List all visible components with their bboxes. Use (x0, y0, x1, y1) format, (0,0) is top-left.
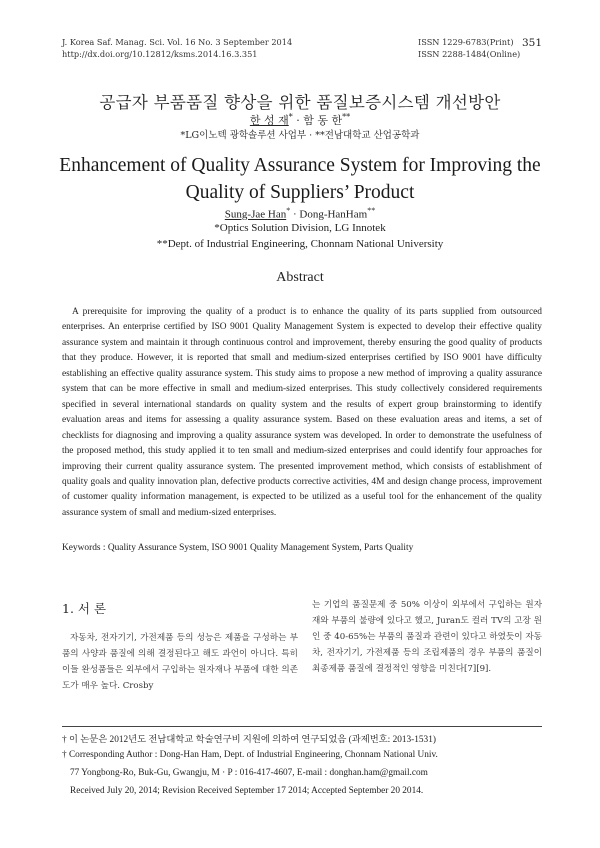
section-heading: 1. 서 론 (62, 601, 107, 616)
english-title (40, 152, 560, 206)
english-affiliation-2: **Dept. of Industrial Engineering, Chonnam National University (156, 238, 444, 250)
author-address-footnote: 77 Yongbong-Ro, Buk-Gu, Gwangju, M · P : 016-417-4607, E-mail : donghan.ham@gmail.com (70, 768, 428, 778)
doi-link[interactable]: http://dx.doi.org/10.12812/ksms.2014.16.3.351 (62, 49, 258, 59)
author-separator: · (296, 114, 300, 127)
english-author-2-mark: ** (367, 206, 376, 215)
corresponding-author-footnote: † Corresponding Author : Dong-Han Ham, Dept. of Industrial Engineering, Chonnam National Univ. (62, 750, 438, 760)
english-author-1: Sung-Jae Han (224, 208, 287, 221)
english-author-2: Dong-HanHam (299, 208, 368, 221)
english-author-1-mark: * (286, 206, 291, 215)
issn-block (418, 36, 520, 60)
english-title-line-2: Quality of Suppliers’ Product (185, 182, 415, 203)
page-number: 351 (522, 37, 543, 49)
author-2-mark: ** (342, 112, 351, 122)
author-1-mark: * (288, 112, 293, 122)
english-affiliation-1: *Optics Solution Division, LG Innotek (214, 222, 386, 234)
funding-footnote: † 이 논문은 2012년도 전남대학교 학술연구비 지원에 의하여 연구되었음 (과제번호: 2013-1531) (62, 735, 436, 745)
keywords: Keywords : Quality Assurance System, ISO 9001 Quality Management System, Parts Quality (62, 543, 414, 553)
korean-authors (40, 112, 560, 128)
footnote-divider (62, 726, 542, 727)
issn-online: ISSN 2288-1484(Online) (418, 49, 521, 59)
english-title-line-1: Enhancement of Quality Assurance System for Improving the (59, 155, 541, 176)
received-dates-footnote: Received July 20, 2014; Revision Received September 17 2014; Accepted September 20 2014. (70, 786, 424, 796)
intro-right-column: 는 기업의 품질문제 중 50% 이상이 외부에서 구입하는 원자재와 부품의 불량에 있다고 했고, Juran도 컬러 TV의 고장 원인 중 40-65%는 부품의 품질과 관련이 있다고 하였듯이 자동차, 전자기기, 가전제품 등의 조립제품의 경우 부품의 품질이 최종제품 품질에 결정적인 영향을 미친다[7][9]. (312, 600, 542, 674)
issn-print: ISSN 1229-6783(Print) (418, 37, 514, 47)
english-author-separator: · (292, 208, 297, 221)
abstract-heading: Abstract (276, 270, 324, 285)
korean-author-1: 한 성 재 (249, 114, 289, 127)
abstract-body: A prerequisite for improving the quality of a product is to enhance the quality of its parts supplied from outsourced enterprises. An enterprise certified by ISO 9001 Quality Management System is expected to develop their effective quality assurance system and maintain it through continuous control and improvement, thereby ensuring the good quality of products that they produce. However, it is reported that small and medium-sized enterprises certified by ISO 9001 have difficulty establishing an effective quality assurance system. This study aims to propose a new method of improving a quality assurance system that can be more effective in small and medium-sized enterprises. This study collectively considered requirements specified in several international standards on quality system and the results of expert group brainstorming to identify evaluation areas and items for assessing a quality assurance system. Based on these evaluation areas and items, a set of checklists for diagnosing and improving a quality assurance system was developed. In order to demonstrate the usefulness of the proposed method, this study applied it to ten small and medium-sized enterprises and could identify four approaches for improving their current quality assurance system. The presented improvement method, which consists of establishment of quality goals and quality innovation plan, defective products corrective activities, 4M and design change process, improvement of customer quality information management, is expected to be utilized as a useful tool for the enhancement of the quality assurance system of small and medium-sized enterprises. (62, 307, 542, 518)
korean-affiliation: *LG이노텍 광학솔루션 사업부 · **전남대학교 산업공학과 (180, 130, 420, 141)
journal-header (62, 36, 292, 60)
intro-left-column: 자동차, 전자기기, 가전제품 등의 성능은 제품을 구성하는 부품의 사양과 품질에 의해 결정된다고 해도 과언이 아니다. 특히 이들 완성품들은 외부에서 구입하는 원자재나 부품에 대한 의존도가 매우 높다. Crosby (62, 633, 298, 691)
korean-title: 공급자 부품품질 향상을 위한 품질보증시스템 개선방안 (99, 93, 501, 112)
korean-author-2: 함 동 한 (303, 114, 343, 127)
english-authors (40, 206, 560, 221)
journal-citation: J. Korea Saf. Manag. Sci. Vol. 16 No. 3 September 2014 (62, 37, 293, 47)
